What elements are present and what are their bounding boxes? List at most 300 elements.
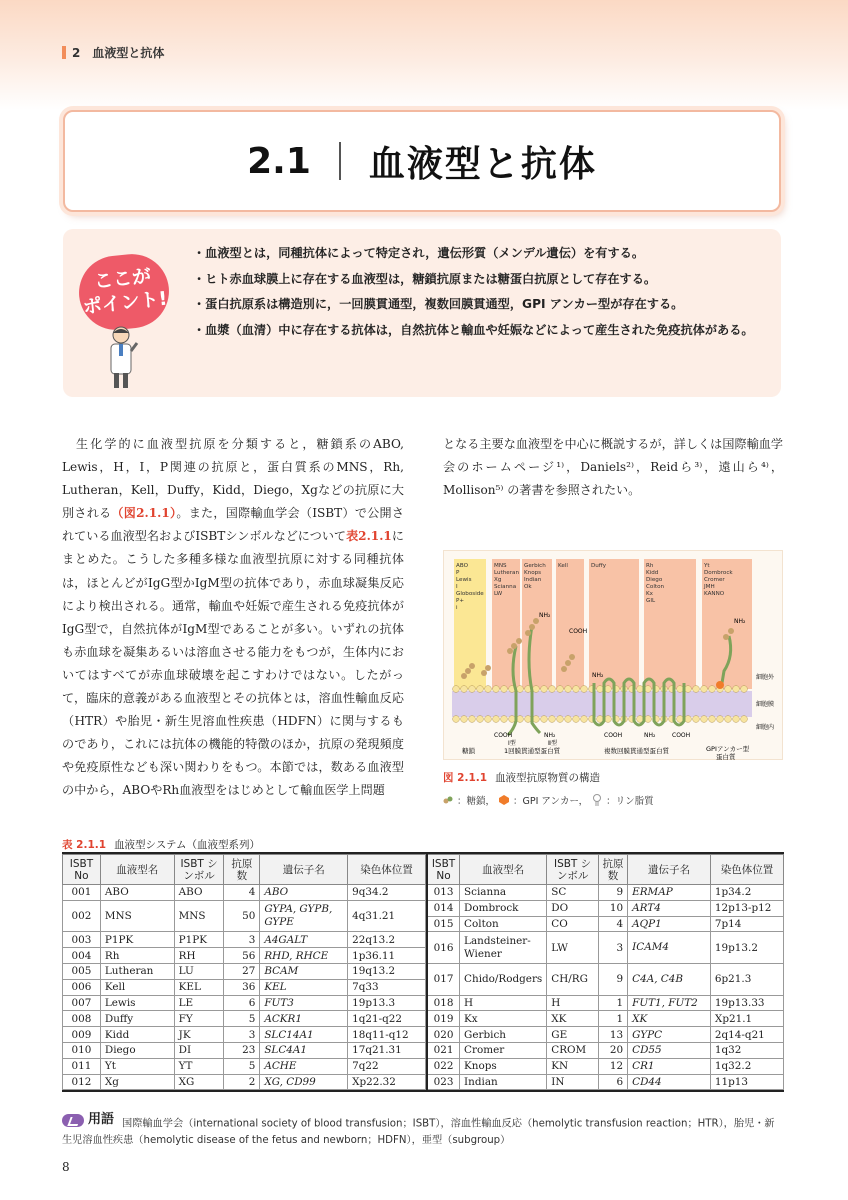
cell-count: 50 [224, 900, 260, 932]
section-number: 2.1 [247, 140, 311, 182]
phospholipid-head [485, 686, 492, 693]
cell-isbt-no: 010 [63, 1042, 101, 1058]
cell-isbt-no: 016 [427, 932, 460, 964]
cell-name: Xg [100, 1074, 174, 1090]
cell-name: P1PK [100, 932, 174, 948]
phospholipid-head [645, 716, 652, 723]
antigen-group-panels [454, 559, 752, 689]
cell-locus: 12p13-p12 [710, 900, 783, 916]
cell-gene: C4A, C4B [628, 963, 711, 995]
table-row [63, 885, 426, 901]
table-row [63, 1027, 426, 1043]
cell-gene: RHD, RHCE [260, 948, 348, 964]
table-header-row [63, 855, 426, 885]
table-row [63, 948, 426, 964]
cell-symbol: YT [174, 1058, 224, 1074]
antigen-group-label: Kx [646, 591, 653, 597]
phospholipid-head [573, 716, 580, 723]
phospholipid-head [501, 686, 508, 693]
cell-locus: 6p21.3 [710, 963, 783, 995]
cell-name: Lewis [100, 995, 174, 1011]
cell-symbol: KN [547, 1058, 599, 1074]
cell-count: 9 [598, 885, 627, 901]
cell-name: Knops [460, 1058, 547, 1074]
cell-gene: GYPA, GYPB, GYPE [260, 900, 348, 932]
phospholipid-head [557, 686, 564, 693]
body-paragraph: にまとめた。こうした多種多様な血液型抗原に対する同種抗体は，ほとんどがIgG型かIgM型の抗体であり，赤血球凝集反応により検出される。通常，輸血や妊娠で産生される免疫抗体がIgG型で，自然抗体がIgM型であることが多い。いずれの抗体も赤血球を凝集あるいは溶血させる能力をもつが，生体内においてはすべてが赤血球破壊を起こすわけではない。したがって，臨床的意義がある血液型とその抗体とは，溶血性輸血反応（HTR）や胎児・新生児溶血性疾患（HDFN）に関与するものであり，これには抗体の機能的特徴のほか，抗原の発現頻度や免疫原性なども深い関わりをもつ。本節では，数ある血液型の中から，ABOやRh血液型をはじめとして輸血医学上問題 [62, 529, 404, 798]
cell-locus: 19p13.2 [710, 932, 783, 964]
phospholipid-head [581, 716, 588, 723]
cell-count: 5 [224, 1058, 260, 1074]
table-row [63, 979, 426, 995]
body-paragraph: 。また，国際輸血学会（ISBT）で公開されている血液型名およびISBTシンボルなどについて [62, 506, 404, 544]
cell-symbol: H [547, 995, 599, 1011]
cell-locus: 1q21-q22 [348, 1011, 426, 1027]
cell-isbt-no: 021 [427, 1042, 460, 1058]
glossary-heading [62, 1112, 114, 1128]
phospholipid-head [541, 686, 548, 693]
antigen-group-label: ABO [456, 563, 468, 569]
cell-symbol: GE [547, 1027, 599, 1043]
col-header-count: 抗原数 [598, 855, 627, 885]
cell-gene: XK [628, 1011, 711, 1027]
key-point-item: ・ヒト赤血球膜上に存在する血液型は，糖鎖抗原または糖蛋白抗原として存在する。 [193, 271, 657, 286]
cell-locus: 11p13 [710, 1074, 783, 1090]
table-row [427, 1011, 784, 1027]
cell-count: 6 [224, 995, 260, 1011]
gpi-anchor-icon [499, 795, 509, 805]
cell-locus: Xp21.1 [710, 1011, 783, 1027]
chapter-marker-icon [62, 46, 66, 59]
phospholipid-head [477, 686, 484, 693]
table-header-row [427, 855, 784, 885]
table-row [427, 963, 784, 995]
cell-gene: ICAM4 [628, 932, 711, 964]
cell-name: Duffy [100, 1011, 174, 1027]
cell-isbt-no: 001 [63, 885, 101, 901]
body-text-right [443, 433, 783, 502]
table-row [427, 995, 784, 1011]
antigen-group-label: Rh [646, 563, 654, 569]
key-point-item: ・血液型とは，同種抗体によって特定され，遺伝形質（メンデル遺伝）を有する。 [193, 246, 645, 260]
cell-isbt-no: 015 [427, 916, 460, 932]
cell-gene: A4GALT [260, 932, 348, 948]
glossary-box [62, 1112, 784, 1149]
glossary-heading-text: 用語 [88, 1112, 115, 1127]
sugar-chain-label: 糖鎖 [462, 747, 475, 755]
phospholipid-head [733, 716, 740, 723]
cell-gene: FUT3 [260, 995, 348, 1011]
cell-count: 9 [598, 963, 627, 995]
cell-locus: 19p13.3 [348, 995, 426, 1011]
cell-count: 2 [224, 1074, 260, 1090]
cell-symbol: IN [547, 1074, 599, 1090]
cell-symbol: LW [547, 932, 599, 964]
cell-isbt-no: 005 [63, 963, 101, 979]
cell-name: Gerbich [460, 1027, 547, 1043]
phospholipid-head [573, 686, 580, 693]
cell-symbol: CO [547, 916, 599, 932]
phospholipid-head [741, 716, 748, 723]
phospholipid-head [725, 686, 732, 693]
type2-label: Ⅱ型 [548, 740, 557, 747]
legend-sugar: ：糖鎖， [457, 796, 496, 807]
antigen-group-label: Dombrock [704, 570, 733, 576]
legend-lipid: ：リン脂質 [606, 796, 654, 807]
table-row [427, 1058, 784, 1074]
nh2-label: NH₂ [644, 732, 656, 739]
nh2-label: NH₂ [734, 618, 746, 625]
phospholipid-head [533, 686, 540, 693]
cell-locus: 18q11-q12 [348, 1027, 426, 1043]
body-paragraph: 生化学的に血液型抗原を分類すると，糖鎖系のABO, Lewis，H，I，P関連の抗原と，蛋白質系のMNS，Rh, Lutheran，Kell，Duffy，Kidd，Diego，Xgなどの抗原に大別される [62, 437, 404, 521]
cell-name: Landsteiner-Wiener [460, 932, 547, 964]
cell-membrane [452, 691, 752, 717]
phospholipid-head [493, 716, 500, 723]
col-header-isbt-no: ISBT No [427, 855, 460, 885]
phospholipid-head [685, 686, 692, 693]
section-title: 血液型と抗体 [368, 143, 597, 185]
figure-legend [443, 793, 654, 807]
phospholipid-head [461, 686, 468, 693]
cooh-label: COOH [672, 732, 691, 739]
body-text-left [62, 433, 404, 803]
blood-group-table-left [62, 854, 426, 1090]
cell-count: 27 [224, 963, 260, 979]
cooh-label: COOH [494, 732, 513, 739]
glossary-text: 国際輸血学会（international society of blood transfusion；ISBT），溶血性輸血反応（hemolytic transfusion reaction；HTR），胎児・新生児溶血性疾患（hemolytic disease of the fetus and newborn；HDFN），亜型（subgroup） [62, 1118, 775, 1146]
phospholipid-head [565, 686, 572, 693]
phospholipid-head [517, 686, 524, 693]
antigen-group-label: Kidd [646, 570, 659, 576]
cell-locus: 1q32 [710, 1042, 783, 1058]
table-row [427, 1042, 784, 1058]
doctor-illustration-icon [103, 325, 139, 391]
membrane-label: 細胞膜 [756, 701, 775, 708]
cell-locus: 1q32.2 [710, 1058, 783, 1074]
cell-isbt-no: 003 [63, 932, 101, 948]
cell-symbol: DI [174, 1042, 224, 1058]
table-row [63, 963, 426, 979]
table-row [427, 916, 784, 932]
table-row [63, 1058, 426, 1074]
cell-gene: SLC14A1 [260, 1027, 348, 1043]
cell-count: 1 [598, 995, 627, 1011]
cell-locus: 1p36.11 [348, 948, 426, 964]
phospholipid-head [541, 716, 548, 723]
cell-name: Dombrock [460, 900, 547, 916]
cell-name: Kx [460, 1011, 547, 1027]
antigen-group-label: JMH [704, 584, 715, 590]
cell-isbt-no: 017 [427, 963, 460, 995]
cell-count: 36 [224, 979, 260, 995]
blood-group-table [62, 852, 784, 1092]
phospholipid-head [605, 686, 612, 693]
table-reference-link[interactable]: 表2.1.1 [346, 529, 392, 544]
cell-locus: 19q13.2 [348, 963, 426, 979]
table-title: 血液型システム（血液型系列） [114, 839, 261, 851]
table-row [427, 932, 784, 964]
cell-name: Lutheran [100, 963, 174, 979]
table-row [63, 1011, 426, 1027]
cell-gene: AQP1 [628, 916, 711, 932]
cell-symbol: XG [174, 1074, 224, 1090]
col-header-symbol: ISBT シンボル [547, 855, 599, 885]
cell-isbt-no: 006 [63, 979, 101, 995]
col-header-count: 抗原数 [224, 855, 260, 885]
cell-count: 1 [598, 1011, 627, 1027]
cell-locus: 7q22 [348, 1058, 426, 1074]
phospholipid-head [485, 716, 492, 723]
phospholipid-head [693, 686, 700, 693]
cell-count: 13 [598, 1027, 627, 1043]
cell-locus: 2q14-q21 [710, 1027, 783, 1043]
cell-isbt-no: 002 [63, 900, 101, 932]
antigen-group-label: Gerbich [524, 563, 546, 569]
cell-isbt-no: 022 [427, 1058, 460, 1074]
phospholipid-head [741, 686, 748, 693]
phospholipid-head [685, 716, 692, 723]
extracellular-label: 細胞外 [756, 674, 775, 681]
table-caption [62, 837, 260, 852]
cell-count: 6 [598, 1074, 627, 1090]
table-row [63, 995, 426, 1011]
cell-gene: XG, CD99 [260, 1074, 348, 1090]
col-header-gene: 遺伝子名 [260, 855, 348, 885]
phospholipid-head [469, 716, 476, 723]
table-row [427, 1027, 784, 1043]
antigen-group-label: Cromer [704, 577, 725, 583]
legend-gpi: ：GPI アンカー， [513, 796, 589, 807]
cell-name: ABO [100, 885, 174, 901]
phospholipid-head [493, 686, 500, 693]
col-header-isbt-no: ISBT No [63, 855, 101, 885]
cell-gene: BCAM [260, 963, 348, 979]
table-row [63, 1074, 426, 1090]
cooh-label: COOH [604, 732, 623, 739]
phospholipid-head [525, 716, 532, 723]
phospholipid-head [461, 716, 468, 723]
nh2-label: NH₂ [592, 672, 604, 679]
col-header-locus: 染色体位置 [348, 855, 426, 885]
phospholipid-head [453, 686, 460, 693]
cell-isbt-no: 013 [427, 885, 460, 901]
multi-pass-label: 複数回膜貫通型蛋白質 [604, 747, 669, 755]
antigen-group-label: GIL [646, 598, 656, 604]
gpi-label-line2: 蛋白質 [716, 753, 736, 761]
cell-name: H [460, 995, 547, 1011]
cell-name: Kidd [100, 1027, 174, 1043]
cell-symbol: DO [547, 900, 599, 916]
cell-gene: CD44 [628, 1074, 711, 1090]
cell-symbol: CROM [547, 1042, 599, 1058]
antigen-group-label: Xg [494, 577, 502, 583]
cell-gene: ABO [260, 885, 348, 901]
antigen-group-label: Knops [524, 570, 542, 576]
phospholipid-head [717, 716, 724, 723]
badge-line-2: ポイント! [81, 287, 169, 319]
phospholipid-head [709, 686, 716, 693]
key-points-box [63, 229, 781, 397]
cell-locus: 1p34.2 [710, 885, 783, 901]
cooh-label: COOH [569, 628, 588, 635]
phospholipid-head [701, 686, 708, 693]
phospholipid-head [581, 686, 588, 693]
badge-line-1: ここが [93, 265, 153, 293]
antigen-group-label: Colton [646, 584, 665, 590]
cell-count: 3 [224, 932, 260, 948]
cell-gene: ACKR1 [260, 1011, 348, 1027]
cell-locus: 19p13.33 [710, 995, 783, 1011]
cell-symbol: FY [174, 1011, 224, 1027]
phospholipid-head [597, 686, 604, 693]
cell-name: Indian [460, 1074, 547, 1090]
cell-locus: 22q13.2 [348, 932, 426, 948]
cell-count: 10 [598, 900, 627, 916]
antigen-group-label: Lutheran [494, 570, 520, 576]
cell-name: Scianna [460, 885, 547, 901]
key-point-item: ・蛋白抗原系は構造別に，一回膜貫通型，複数回膜貫通型，GPI アンカー型が存在する。 [193, 297, 684, 311]
phospholipid-head [693, 716, 700, 723]
antigen-group-label: Ok [524, 584, 532, 590]
phospholipid-head [517, 716, 524, 723]
figure-title: 血液型抗原物質の構造 [495, 772, 601, 784]
cell-symbol: KEL [174, 979, 224, 995]
key-points-list [193, 241, 773, 343]
antigen-group-label: Globoside [456, 591, 484, 597]
cell-locus: 4q31.21 [348, 900, 426, 932]
cell-name: Cromer [460, 1042, 547, 1058]
sugar-chain-icon [443, 796, 453, 804]
cell-count: 3 [598, 932, 627, 964]
single-pass-label: 1回膜貫通型蛋白質 [504, 747, 561, 755]
body-paragraph: となる主要な血液型を中心に概説するが，詳しくは国際輸血学会のホームページ¹⁾，Daniels²⁾，Reidら³⁾，遠山ら⁴⁾，Mollison⁵⁾ の著書を参照されたい。 [443, 437, 783, 498]
phospholipid-head [725, 716, 732, 723]
phospholipid-head [549, 716, 556, 723]
phospholipid-head [637, 686, 644, 693]
antigen-group-label: Yt [704, 563, 710, 569]
antigen-group-label: Diego [646, 577, 663, 583]
cell-name: Colton [460, 916, 547, 932]
nh2-label: NH₂ [539, 612, 551, 619]
cell-symbol: CH/RG [547, 963, 599, 995]
phospholipid-head [709, 716, 716, 723]
cell-name: Yt [100, 1058, 174, 1074]
cell-count: 4 [598, 916, 627, 932]
cell-isbt-no: 009 [63, 1027, 101, 1043]
antigen-group-label: Kell [558, 563, 568, 569]
nh2-label: NH₂ [544, 732, 556, 739]
figure-reference-link[interactable]: （図2.1.1） [111, 506, 177, 521]
antigen-group-label: LW [494, 591, 503, 597]
table-row [63, 1042, 426, 1058]
antigen-group-label: Duffy [591, 563, 607, 569]
col-header-name: 血液型名 [100, 855, 174, 885]
cell-isbt-no: 007 [63, 995, 101, 1011]
cell-locus: 9q34.2 [348, 885, 426, 901]
cell-name: Diego [100, 1042, 174, 1058]
cell-isbt-no: 004 [63, 948, 101, 964]
cell-gene: CD55 [628, 1042, 711, 1058]
antigen-group-label: i [456, 605, 458, 611]
antigen-group-label: Indian [524, 577, 542, 583]
table-row [427, 900, 784, 916]
phospholipid-head [557, 716, 564, 723]
figure-caption [443, 770, 600, 785]
antigen-group-label: KANNO [704, 591, 725, 597]
type1-label: Ⅰ型 [508, 740, 516, 747]
phospholipid-head [549, 686, 556, 693]
cell-isbt-no: 023 [427, 1074, 460, 1090]
section-title-box [63, 110, 781, 212]
cell-symbol: JK [174, 1027, 224, 1043]
antigen-group-label: I [456, 584, 458, 590]
cell-symbol: XK [547, 1011, 599, 1027]
cell-gene: ERMAP [628, 885, 711, 901]
cell-name: Rh [100, 948, 174, 964]
gpi-anchor [716, 681, 724, 689]
cell-locus: 7p14 [710, 916, 783, 932]
pencil-icon [62, 1114, 84, 1127]
cell-gene: GYPC [628, 1027, 711, 1043]
phospholipid-head [501, 716, 508, 723]
cell-isbt-no: 011 [63, 1058, 101, 1074]
cell-isbt-no: 014 [427, 900, 460, 916]
cell-count: 23 [224, 1042, 260, 1058]
cell-name: MNS [100, 900, 174, 932]
cell-symbol: P1PK [174, 932, 224, 948]
table-row [63, 932, 426, 948]
figure-number: 図 2.1.1 [443, 772, 488, 784]
cell-symbol: LE [174, 995, 224, 1011]
phospholipid-head [701, 716, 708, 723]
cell-isbt-no: 019 [427, 1011, 460, 1027]
cell-symbol: LU [174, 963, 224, 979]
blood-group-table-right [426, 854, 784, 1090]
cell-count: 20 [598, 1042, 627, 1058]
cell-count: 12 [598, 1058, 627, 1074]
table-number: 表 2.1.1 [62, 839, 107, 851]
phospholipid-head [533, 716, 540, 723]
cell-isbt-no: 008 [63, 1011, 101, 1027]
phospholipid-head [477, 716, 484, 723]
cell-symbol: SC [547, 885, 599, 901]
phospholipid-head [469, 686, 476, 693]
chapter-text: 2 血液型と抗体 [72, 46, 165, 60]
cell-count: 56 [224, 948, 260, 964]
cell-symbol: MNS [174, 900, 224, 932]
title-separator [339, 142, 341, 180]
antigen-group-label: P [456, 570, 460, 576]
cell-gene: SLC4A1 [260, 1042, 348, 1058]
table-row [63, 900, 426, 932]
cell-gene: ACHE [260, 1058, 348, 1074]
phospholipid-head [605, 716, 612, 723]
cell-count: 3 [224, 1027, 260, 1043]
cell-isbt-no: 020 [427, 1027, 460, 1043]
cell-isbt-no: 018 [427, 995, 460, 1011]
figure-antigen-structure [443, 550, 783, 760]
chapter-label [62, 44, 164, 61]
gpi-label-line1: GPIアンカー型 [706, 745, 750, 753]
phospholipid-head [677, 686, 684, 693]
cell-symbol: RH [174, 948, 224, 964]
table-row [427, 1074, 784, 1090]
col-header-name: 血液型名 [460, 855, 547, 885]
cell-gene: ART4 [628, 900, 711, 916]
cell-gene: KEL [260, 979, 348, 995]
cell-gene: FUT1, FUT2 [628, 995, 711, 1011]
